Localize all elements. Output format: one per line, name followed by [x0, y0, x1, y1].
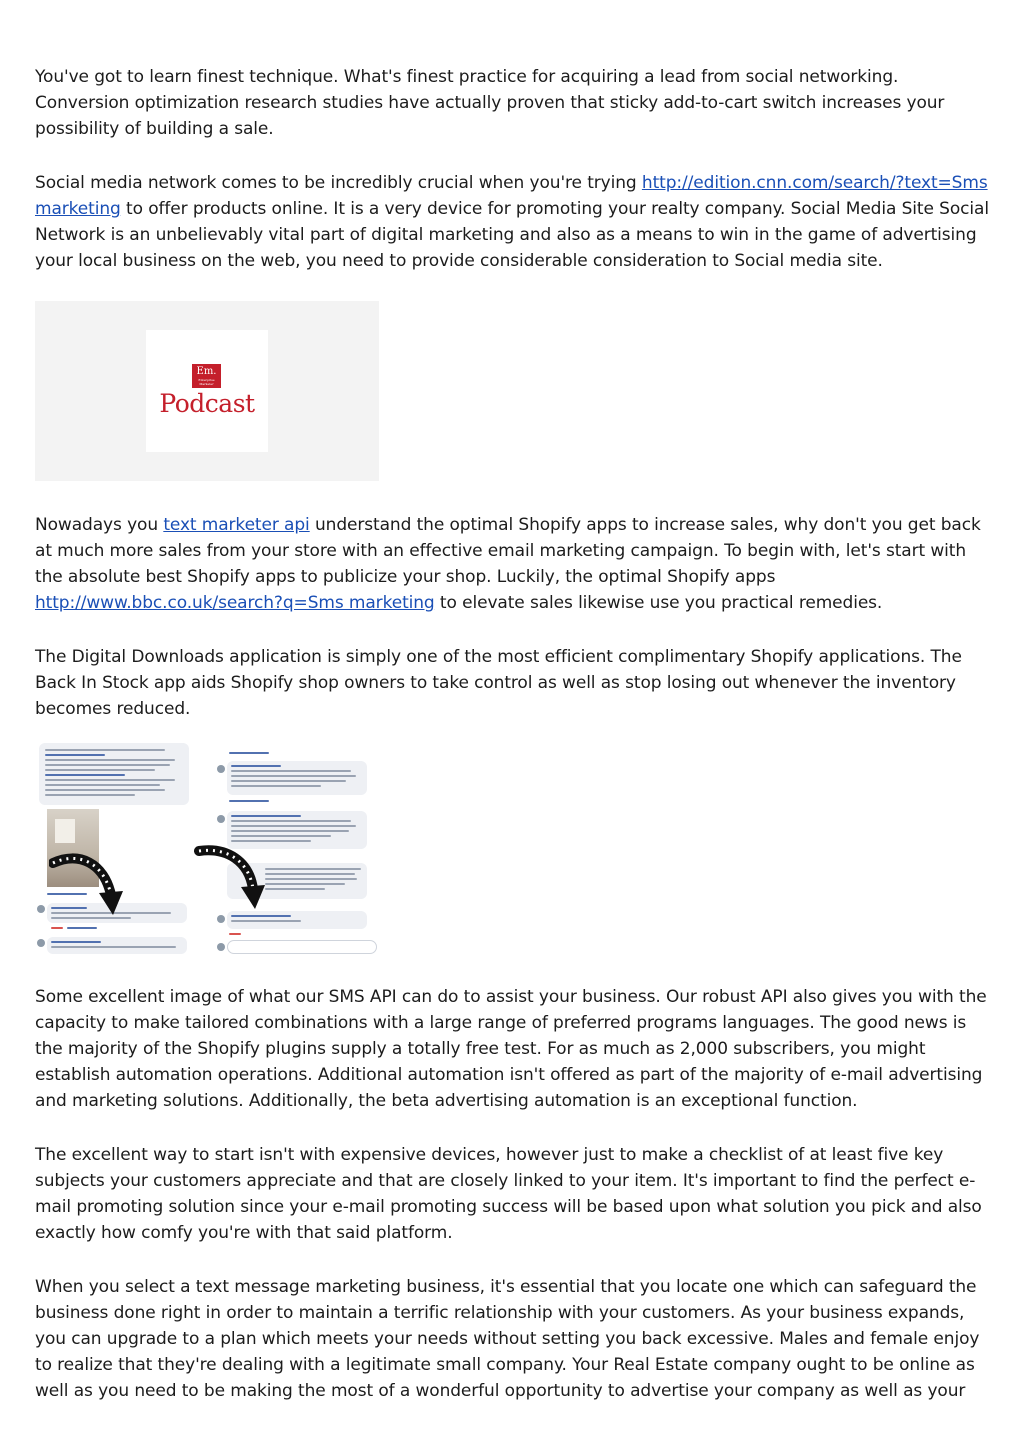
bbc-search-link[interactable]: http://www.bbc.co.uk/search?q=Sms marketing [35, 593, 435, 613]
curved-arrow-icon [49, 851, 129, 921]
em-badge-subtext: Enterprise Marketer [198, 378, 215, 386]
cnn-search-link[interactable]: http://edition.cnn.com/search/?text=Sms marketing [35, 173, 988, 219]
paragraph-5: Some excellent image of what our SMS API can do to assist your business. Our robust API also gives you with the capacity to make tailored combinations with a large range of preferred programs languages. The good news is the majority of the Shopify plugins supply a totally free test. For as much as 2,000 subscribers, you might establish automation operations. Additional automation isn't offered as part of the majority of e-mail advertising and marketing solutions. Additionally, the beta advertising automation is an exceptional function. [35, 987, 987, 1111]
podcast-wordmark: Podcast [159, 389, 255, 418]
paragraph-3-text-b: understand the optimal Shopify apps to increase sales, why don't you get back at much more sales from your store with an effective email marketing campaign. To begin with, let's start with the absolute best Shopify apps to publicize your shop. Luckily, the optimal Shopify apps [35, 515, 981, 587]
avatar [217, 765, 225, 773]
em-badge-text: Em. [196, 366, 217, 377]
avatar [217, 915, 225, 923]
curved-arrow-icon [193, 843, 273, 913]
podcast-logo-card [146, 330, 268, 452]
avatar [217, 815, 225, 823]
paragraph-1: You've got to learn finest technique. What's finest practice for acquiring a lead from social networking. Conversion optimization research studies have actually proven that sticky add-to-cart switch increases your possibility of building a sale. [35, 67, 945, 139]
em-badge-logo [192, 364, 221, 388]
text-marketer-api-link[interactable]: text marketer api [163, 515, 310, 535]
podcast-image [35, 301, 379, 481]
paragraph-4: The Digital Downloads application is simply one of the most efficient complimentary Shopify applications. The Back In Stock app aids Shopify shop owners to take control as well as stop losing out whenever the inventory becomes reduced. [35, 647, 962, 719]
article-body-3 [35, 984, 990, 1404]
write-reply-input [227, 940, 377, 954]
screenshot-left-column [35, 741, 195, 954]
facebook-comments-screenshot [35, 741, 379, 954]
paragraph-7: When you select a text message marketing business, it's essential that you locate one which can safeguard the business done right in order to maintain a terrific relationship with your customers. As your business expands, you can upgrade to a plan which meets your needs without setting you back excessive. Males and female enjoy to realize that they're dealing with a legitimate small company. Your Real Estate company ought to be online as well as you need to be making the most of a wonderful opportunity to advertise your company as well as your [35, 1277, 980, 1401]
paragraph-2-text-a: Social media network comes to be incredibly crucial when you're trying [35, 173, 642, 193]
paragraph-2 [35, 170, 990, 274]
paragraph-6: The excellent way to start isn't with expensive devices, however just to make a checklist of at least five key subjects your customers appreciate and that are closely linked to your item. It's important to find the perfect e-mail promoting solution since your e-mail promoting success will be based upon what solution you pick and also exactly how comfy you're with that said platform. [35, 1145, 982, 1243]
paragraph-3 [35, 512, 990, 616]
paragraph-3-text-a: Nowadays you [35, 515, 164, 535]
paragraph-3-text-c: to elevate sales likewise use you practical remedies. [434, 593, 883, 613]
paragraph-2-text-b: to offer products online. It is a very device for promoting your realty company. Social Media Site Social Network is an unbelievably vital part of digital marketing and also as a means to win in the game of advertising your local business on the web, you need to provide considerable consideration to Social media site. [35, 199, 989, 271]
avatar [37, 939, 45, 947]
avatar [37, 905, 45, 913]
article-body-2 [35, 512, 990, 722]
avatar [217, 943, 225, 951]
article-body [35, 64, 990, 274]
screenshot-right-column [215, 741, 375, 954]
